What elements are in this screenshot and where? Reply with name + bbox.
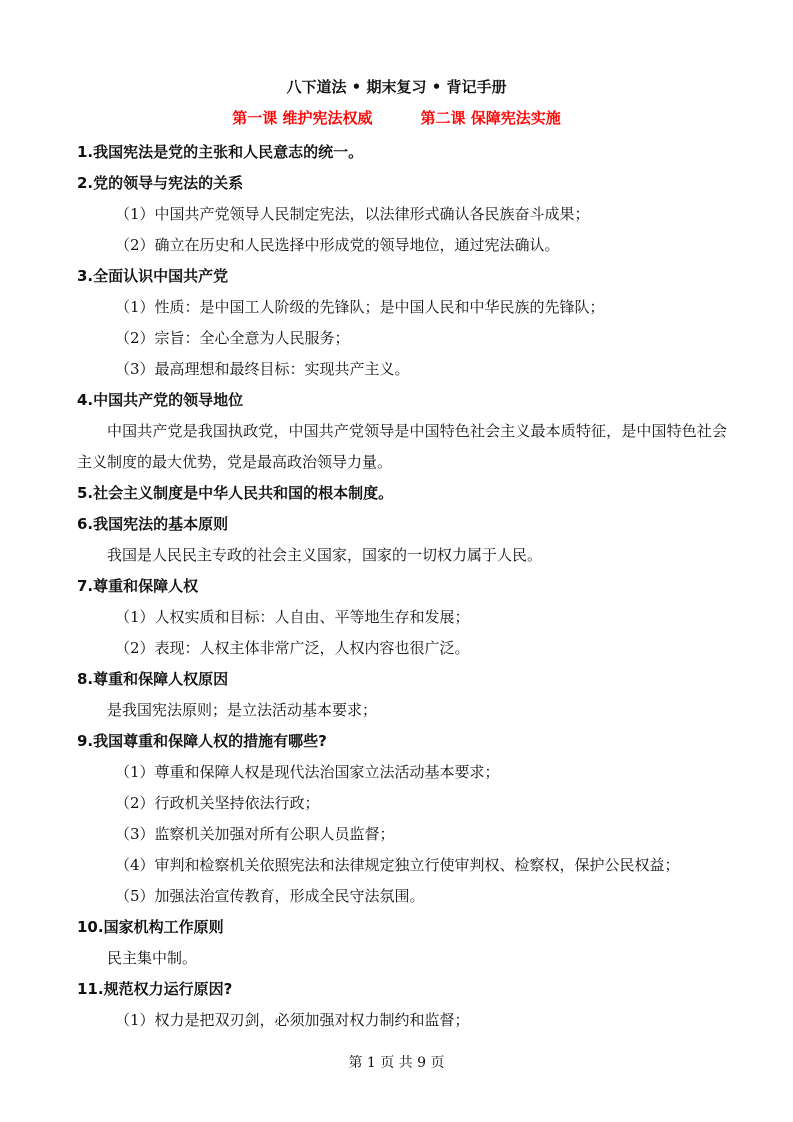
section-heading: 9.我国尊重和保障人权的措施有哪些?: [77, 732, 327, 750]
paragraph: 是我国宪法原则；是立法活动基本要求；: [107, 701, 378, 719]
section-heading: 7.尊重和保障人权: [77, 577, 199, 595]
list-item: （2）表现：人权主体非常广泛，人权内容也很广泛。: [115, 639, 470, 657]
section-heading: 1.我国宪法是党的主张和人民意志的统一。: [77, 143, 364, 161]
paragraph: 我国是人民民主专政的社会主义国家，国家的一切权力属于人民。: [107, 546, 543, 564]
page-title: 八下道法 • 期末复习 • 背记手册: [286, 78, 507, 96]
section-heading: 10.国家机构工作原则: [77, 918, 224, 936]
list-item: （1）中国共产党领导人民制定宪法，以法律形式确认各民族奋斗成果；: [115, 205, 590, 223]
list-item: （1）权力是把双刃剑，必须加强对权力制约和监督；: [115, 1011, 470, 1029]
list-item: （4）审判和检察机关依照宪法和法律规定独立行使审判权、检察权，保护公民权益；: [115, 856, 680, 874]
list-item: （3）监察机关加强对所有公职人员监督；: [115, 825, 395, 843]
list-item: （1）人权实质和目标：人自由、平等地生存和发展；: [115, 608, 470, 626]
section-heading: 5.社会主义制度是中华人民共和国的根本制度。: [77, 484, 394, 502]
paragraph: 民主集中制。: [107, 949, 198, 967]
lesson-1-title: 第一课 维护宪法权威: [232, 109, 373, 127]
section-heading: 11.规范权力运行原因?: [77, 980, 233, 998]
paragraph: 中国共产党是我国执政党，中国共产党领导是中国特色社会主义最本质特征，是中国特色社会主义制度的最大优势，党是最高政治领导力量。: [77, 422, 727, 471]
list-item: （2）宗旨：全心全意为人民服务；: [115, 329, 350, 347]
section-heading: 8.尊重和保障人权原因: [77, 670, 229, 688]
list-item: （1）尊重和保障人权是现代法治国家立法活动基本要求；: [115, 763, 500, 781]
lesson-2-title: 第二课 保障宪法实施: [420, 109, 561, 127]
list-item: （2）行政机关坚持依法行政；: [115, 794, 320, 812]
lesson-subtitle: [0, 107, 793, 128]
section-heading: 3.全面认识中国共产党: [77, 267, 229, 285]
section-heading: 2.党的领导与宪法的关系: [77, 174, 244, 192]
document-body: [77, 137, 727, 1036]
list-item: （2）确立在历史和人民选择中形成党的领导地位，通过宪法确认。: [115, 236, 560, 254]
section-heading: 6.我国宪法的基本原则: [77, 515, 229, 533]
list-item: （3）最高理想和最终目标：实现共产主义。: [115, 360, 410, 378]
section-heading: 4.中国共产党的领导地位: [77, 391, 244, 409]
page-number: 第 1 页 共 9 页: [348, 1055, 445, 1071]
list-item: （1）性质：是中国工人阶级的先锋队；是中国人民和中华民族的先锋队；: [115, 298, 605, 316]
list-item: （5）加强法治宣传教育，形成全民守法氛围。: [115, 887, 425, 905]
